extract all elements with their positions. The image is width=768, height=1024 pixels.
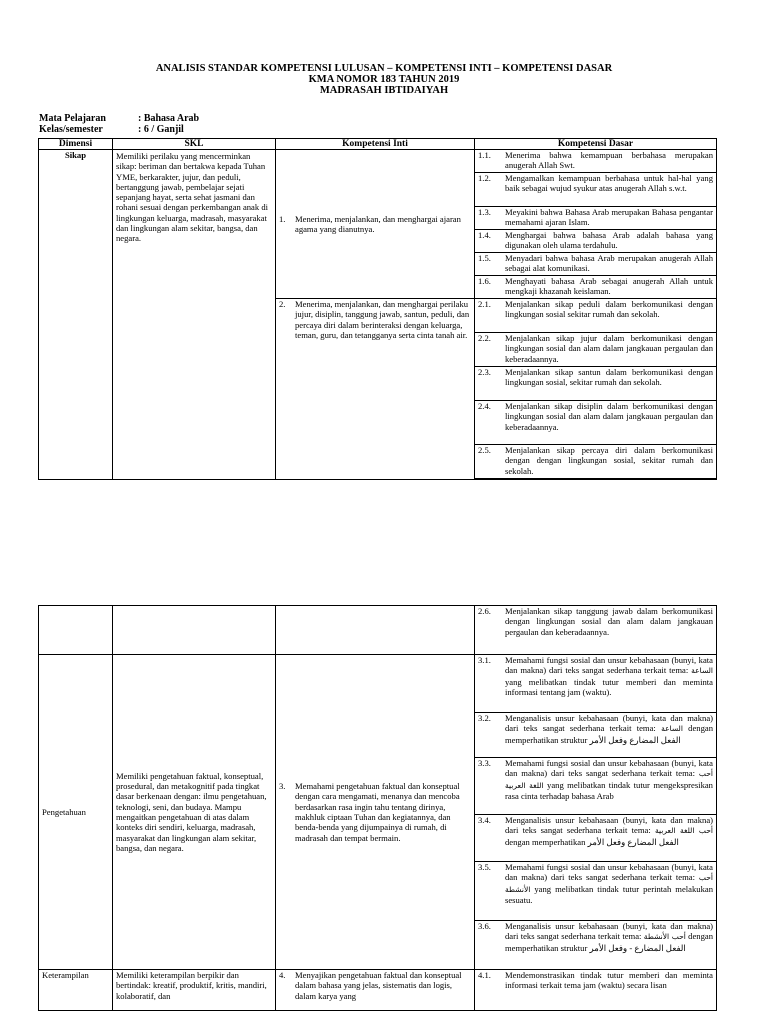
kd-text: Menyadari bahwa bahasa Arab merupakan anugerah Allah sebagai alat komunikasi. <box>505 253 713 274</box>
kd-cell <box>475 207 717 230</box>
ki-2-text: Menerima, menjalankan, dan menghargai perilaku jujur, disiplin, tanggung jawab, santun, peduli, dan percaya diri dalam berinteraksi dengan keluarga, teman, guru, dan tetangganya serta cinta tanah air. <box>295 299 470 340</box>
ki-1-number: 1. <box>279 213 286 224</box>
kd-number: 1.3. <box>478 207 491 217</box>
table-row <box>39 606 717 655</box>
empty-cell <box>113 606 276 655</box>
ki-3-text: Memahami pengetahuan faktual dan konseptual dengan cara mengamati, menanya dan mencoba berdasarkan rasa ingin tahu tentang dirinya, makhluk ciptaan Tuhan dan kegiatannya, dan benda-benda yang dijumpainya di rumah, di madrasah dan tempat bermain. <box>295 781 460 843</box>
ki-2-number: 2. <box>279 299 286 309</box>
kd-number: 4.1. <box>478 970 491 980</box>
ki-1 <box>276 150 475 299</box>
kd-number: 1.5. <box>478 253 491 263</box>
subject-label: Mata Pelajaran <box>39 113 106 124</box>
ki-3-number: 3. <box>279 781 286 792</box>
kd-cell <box>475 173 717 207</box>
kd-number: 1.2. <box>478 173 491 183</box>
ki-1-text: Menerima, menjalankan, dan menghargai ajaran agama yang dianutnya. <box>295 213 461 234</box>
empty-cell <box>39 606 113 655</box>
kd-cell <box>475 970 717 1011</box>
kd-text: Menghargai bahwa bahasa Arab adalah bahasa yang digunakan oleh ulama terdahulu. <box>505 230 713 251</box>
table-row <box>39 150 717 173</box>
kd-cell <box>475 862 717 921</box>
kd-number: 3.3. <box>478 758 491 768</box>
kd-text: Menjalankan sikap tanggung jawab dalam berkomunikasi dengan lingkungan sosial dan alam dalam jangkauan pergaulan dan keberadaannya. <box>505 606 713 637</box>
kd-text: Meyakini bahwa Bahasa Arab merupakan Bahasa pengantar memahami ajaran Islam. <box>505 207 713 228</box>
kd-number: 3.2. <box>478 713 491 723</box>
kd-cell <box>475 401 717 445</box>
header-dimensi: Dimensi <box>39 139 113 150</box>
class-value: : 6 / Ganjil <box>138 124 184 135</box>
competency-table-page2 <box>38 605 717 1011</box>
kd-cell <box>475 253 717 276</box>
arabic-theme: أحب اللغة العربية <box>505 769 713 790</box>
kd-number: 3.4. <box>478 815 491 825</box>
kd-text: Mendemonstrasikan tindak tutur memberi dan meminta informasi terkait tema jam (waktu) secara lisan <box>505 970 713 991</box>
arabic-theme: أحب اللغة العربية <box>654 826 713 836</box>
kd-text: Menganalisis unsur kebahasaan (bunyi, kata dan makna) dari teks sangat sederhana terkait tema: أحب اللغة العربية dengan memperhatikan الفعل المضارع وفعل الأمر <box>505 815 713 847</box>
kd-text: Menganalisis unsur kebahasaan (bunyi, kata dan makna) dari teks sangat sederhana terkait tema: الساعة dengan memperhatikan struktur الفعل المضارع وفعل الأمر <box>505 713 713 745</box>
arabic-theme: أحب الأنشطة <box>505 873 713 894</box>
class-label: Kelas/semester <box>39 124 103 135</box>
table-row <box>39 970 717 1011</box>
kd-number: 2.6. <box>478 606 491 616</box>
kd-text: Menjalankan sikap percaya diri dalam berkomunikasi dengan dengan lingkungan sosial, sekitar rumah dan sekolah. <box>505 445 713 476</box>
kd-number: 1.1. <box>478 150 491 160</box>
kd-cell <box>475 445 717 479</box>
ki-4-number: 4. <box>279 970 286 980</box>
kd-cell <box>475 367 717 401</box>
kd-cell <box>475 758 717 815</box>
kd-text: Mengamalkan kemampuan berbahasa untuk hal-hal yang baik sebagai wujud syukur atas anugerah Allah s.w.t. <box>505 173 713 194</box>
kd-text: Menganalisis unsur kebahasaan (bunyi, kata dan makna) dari teks sangat sederhana terkait tema: أحب الأنشطة dengan memperhatikan struktur الفعل المضارع - وفعل الأمر <box>505 921 714 953</box>
kd-cell <box>475 230 717 253</box>
kd-text: Memahami fungsi sosial dan unsur kebahasaan (bunyi, kata dan makna) dari teks sangat sederhana terkait tema: الساعة yang melibatkan tindak tutur memberi dan meminta informasi tentang jam (waktu). <box>505 655 713 697</box>
kd-number: 2.3. <box>478 367 491 377</box>
kd-cell <box>475 815 717 862</box>
kd-cell <box>475 606 717 655</box>
table-row <box>39 655 717 713</box>
ki-2 <box>276 299 475 480</box>
kd-number: 3.6. <box>478 921 491 931</box>
subject-value: : Bahasa Arab <box>138 113 200 124</box>
kd-cell <box>475 713 717 758</box>
kd-text: Menerima bahwa kemampuan berbahasa merupakan anugerah Allah Swt. <box>505 150 713 171</box>
school-level-title: MADRASAH IBTIDAIYAH <box>319 85 449 96</box>
ki-4 <box>276 970 475 1011</box>
kd-cell <box>475 299 717 333</box>
kd-text: Menjalankan sikap jujur dalam berkomunikasi dengan lingkungan sosial dan alam dalam jangkauan pergaulan dan keberadaannya. <box>505 333 713 364</box>
table-header-row <box>39 139 717 150</box>
kd-number: 2.1. <box>478 299 491 309</box>
ki-3 <box>276 655 475 970</box>
kd-cell <box>475 333 717 367</box>
kd-number: 1.6. <box>478 276 491 286</box>
ki-4-text: Menyajikan pengetahuan faktual dan konseptual dalam bahasa yang jelas, sistematis dan logis, dalam karya yang <box>295 970 462 1001</box>
kd-text: Memahami fungsi sosial dan unsur kebahasaan (bunyi, kata dan makna) dari teks sangat sederhana terkait tema: أحب اللغة العربية yang melibatkan tindak tutur mengekspresikan rasa cinta terhadap bahasa Arab <box>505 758 713 801</box>
kd-number: 2.4. <box>478 401 491 411</box>
competency-table-page1 <box>38 138 717 480</box>
header-kd: Kompetensi Dasar <box>475 139 717 150</box>
kd-number: 3.5. <box>478 862 491 872</box>
kd-cell <box>475 150 717 173</box>
arabic-theme: الساعة <box>691 666 713 676</box>
skl-keterampilan: Memiliki keterampilan berpikir dan bertindak: kreatif, produktif, kritis, mandiri, kolaboratif, dan <box>113 970 276 1011</box>
skl-sikap: Memiliki perilaku yang mencerminkan sikap: beriman dan bertakwa kepada Tuhan YME, berkarakter, jujur, dan peduli, bertanggung jawab, pembelajar sejati sepanjang hayat, serta sehat jasmani dan rohani sesuai dengan perkembangan anak di lingkungan keluarga, madrasah, masyarakat dan lingkungan alam sekitar, bangsa, dan negara. <box>113 150 276 480</box>
kd-cell <box>475 655 717 713</box>
kd-number: 2.2. <box>478 333 491 343</box>
kd-text: Menjalankan sikap santun dalam berkomunikasi dengan lingkungan sosial, sekitar rumah dan sekolah. <box>505 367 713 388</box>
decree-title: KMA NOMOR 183 TAHUN 2019 <box>308 74 460 85</box>
header-ki: Kompetensi Inti <box>276 139 475 150</box>
kd-text: Menjalankan sikap disiplin dalam berkomunikasi dengan lingkungan sosial dan alam dalam jangkauan pergaulan dan keberadaannya. <box>505 401 713 432</box>
kd-number: 1.4. <box>478 230 491 240</box>
kd-cell <box>475 276 717 299</box>
dimension-keterampilan: Keterampilan <box>39 970 113 1011</box>
header-skl: SKL <box>113 139 276 150</box>
class-row <box>39 124 184 135</box>
kd-text: Memahami fungsi sosial dan unsur kebahasaan (bunyi, kata dan makna) dari teks sangat sederhana terkait tema: أحب الأنشطة yang melibatkan tindak tutur perintah melakukan sesuatu. <box>505 862 713 905</box>
page-title: ANALISIS STANDAR KOMPETENSI LULUSAN – KOMPETENSI INTI – KOMPETENSI DASAR <box>155 63 613 74</box>
kd-text: Menjalankan sikap peduli dalam berkomunikasi dengan lingkungan sosial sekitar rumah dan sekolah. <box>505 299 713 320</box>
subject-row <box>39 113 199 124</box>
arabic-theme: أحب الأنشطة <box>643 932 686 942</box>
empty-cell <box>276 606 475 655</box>
kd-text: Menghayati bahasa Arab sebagai anugerah Allah untuk mengkaji khazanah keislaman. <box>505 276 713 297</box>
kd-number: 3.1. <box>478 655 491 665</box>
dimension-sikap: Sikap <box>39 150 113 480</box>
dimension-pengetahuan: Pengetahuan <box>39 655 113 970</box>
kd-cell <box>475 921 717 970</box>
skl-pengetahuan: Memiliki pengetahuan faktual, konseptual, prosedural, dan metakognitif pada tingkat dasar berkenaan dengan: ilmu pengetahuan, teknologi, seni, dan budaya. Mampu mengaitkan pengetahuan di atas dalam konteks diri sendiri, keluarga, madrasah, masyarakat dan lingkungan alam sekitar, bangsa, dan negara. <box>113 655 276 970</box>
arabic-theme: الساعة <box>661 724 683 734</box>
kd-number: 2.5. <box>478 445 491 455</box>
